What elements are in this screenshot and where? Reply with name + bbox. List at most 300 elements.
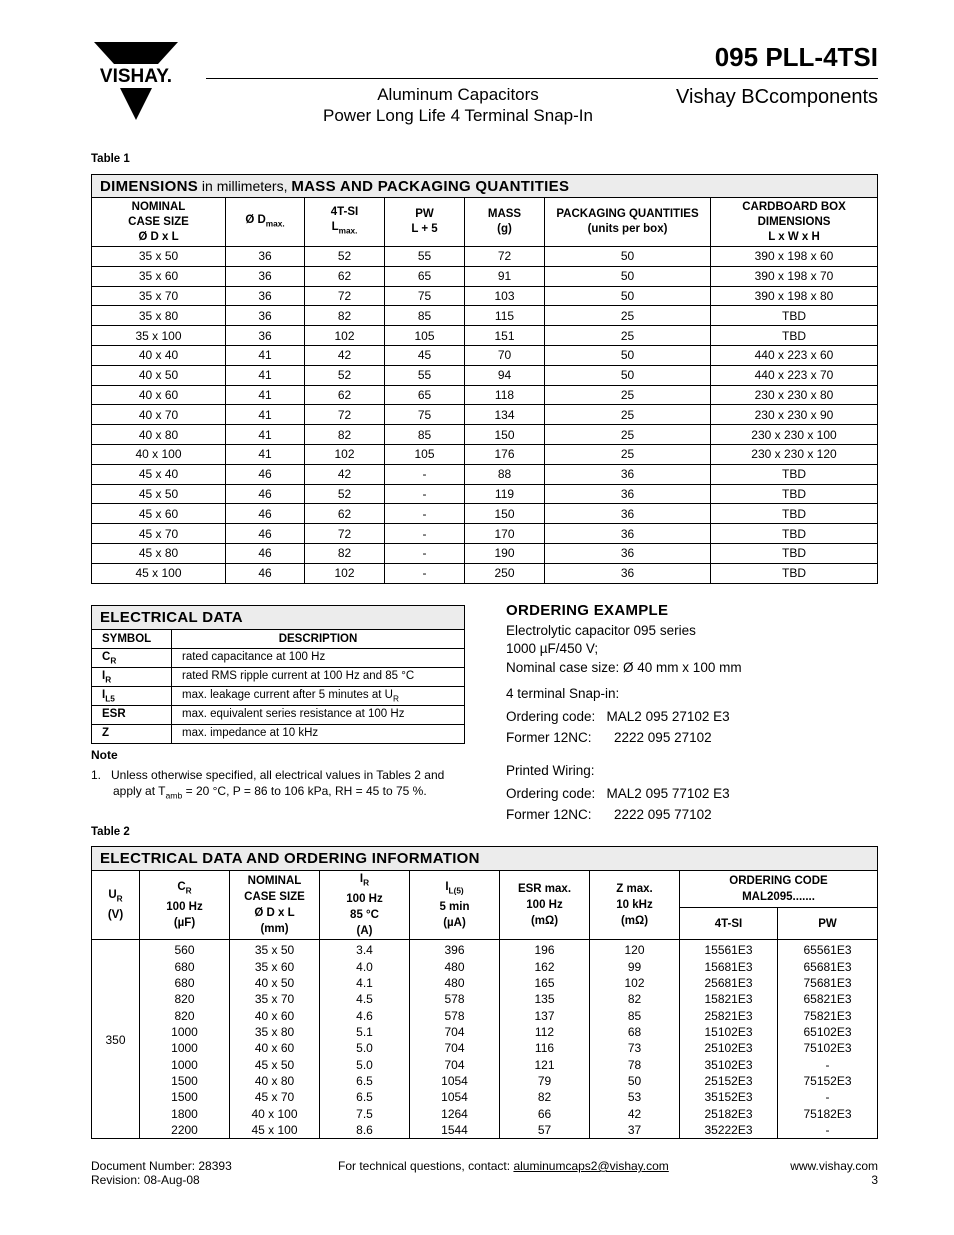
table-cell: 75152E3 bbox=[803, 1074, 852, 1089]
table-cell: 40 x 100 bbox=[92, 444, 226, 464]
table-cell: 112 bbox=[534, 1025, 555, 1040]
table-cell: 45 x 70 bbox=[92, 524, 226, 544]
table-row bbox=[92, 286, 878, 306]
table-cell: 25 bbox=[545, 385, 711, 405]
page-number: 3 bbox=[871, 1173, 878, 1187]
table-cell: 65102E3 bbox=[803, 1025, 852, 1040]
table-cell: 40 x 60 bbox=[254, 1008, 295, 1023]
table-cell: 65 bbox=[385, 266, 465, 286]
note-heading: Note bbox=[91, 748, 118, 762]
table-cell: TBD bbox=[711, 464, 878, 484]
table-cell: 121 bbox=[534, 1057, 555, 1072]
table-cell: 820 bbox=[174, 992, 195, 1007]
table-cell: 176 bbox=[465, 444, 545, 464]
ordering-line: Printed Wiring: bbox=[506, 763, 595, 778]
table-cell: 36 bbox=[545, 504, 711, 524]
table-cell: 1054 bbox=[441, 1074, 468, 1089]
table-cell: 57 bbox=[537, 1123, 552, 1138]
table-cell: 390 x 198 x 70 bbox=[711, 266, 878, 286]
table-cell: 102 bbox=[305, 326, 385, 346]
table-cell: - bbox=[385, 504, 465, 524]
table-cell: 50 bbox=[627, 1074, 642, 1089]
table-cell: 116 bbox=[534, 1041, 555, 1056]
table-cell: 41 bbox=[226, 365, 305, 385]
ordering-pw-column bbox=[778, 940, 878, 1139]
table-cell: 15102E3 bbox=[704, 1025, 753, 1040]
table-row bbox=[92, 649, 465, 668]
table-cell: 45 x 40 bbox=[92, 464, 226, 484]
brand-name: Vishay BCcomponents bbox=[676, 86, 878, 108]
table-cell: 162 bbox=[534, 959, 555, 974]
case-size-column bbox=[230, 940, 320, 1139]
table-cell: 8.6 bbox=[356, 1123, 373, 1138]
table-row bbox=[92, 725, 465, 744]
col-pw: PW bbox=[778, 907, 878, 940]
table-cell: 25 bbox=[545, 405, 711, 425]
col-packaging-quantities: PACKAGING QUANTITIES (units per box) bbox=[545, 198, 711, 247]
table-row bbox=[92, 464, 878, 484]
col-4tsi: 4T-SI bbox=[680, 907, 778, 940]
table-cell: 5.1 bbox=[356, 1025, 373, 1040]
description-cell: max. leakage current after 5 minutes at $U_R$ bbox=[172, 687, 465, 706]
table-cell: 1000 bbox=[171, 1041, 198, 1056]
footer-site bbox=[790, 1159, 878, 1187]
product-subtitle bbox=[300, 84, 616, 126]
table-cell: 75681E3 bbox=[803, 975, 852, 990]
col-box-dimensions: CARDBOARD BOX DIMENSIONS L x W x H bbox=[711, 198, 878, 247]
table-cell: 42 bbox=[627, 1106, 642, 1121]
table-cell: 35 x 50 bbox=[254, 943, 295, 958]
subtitle-line-2: Power Long Life 4 Terminal Snap-In bbox=[323, 106, 593, 125]
esr-column bbox=[500, 940, 590, 1139]
table-cell: 91 bbox=[465, 266, 545, 286]
table-cell: 36 bbox=[545, 563, 711, 583]
table-cell: 25821E3 bbox=[704, 1008, 753, 1023]
symbol-cell: $I_{L5}$ bbox=[92, 687, 172, 706]
table-cell: 35 x 50 bbox=[92, 247, 226, 267]
table-cell: 36 bbox=[226, 247, 305, 267]
table-cell: TBD bbox=[711, 306, 878, 326]
table-cell: 75182E3 bbox=[803, 1106, 852, 1121]
table-row bbox=[92, 247, 878, 267]
table-cell: TBD bbox=[711, 484, 878, 504]
table-cell: 6.5 bbox=[356, 1074, 373, 1089]
table-cell: 65821E3 bbox=[803, 992, 852, 1007]
table-cell: - bbox=[825, 1090, 830, 1105]
table-cell: 45 x 60 bbox=[92, 504, 226, 524]
ordering-line: Nominal case size: Ø 40 mm x 100 mm bbox=[506, 660, 742, 675]
table-cell: 7.5 bbox=[356, 1106, 373, 1121]
table-cell: 120 bbox=[624, 943, 645, 958]
table-cell: 1544 bbox=[441, 1123, 468, 1138]
table-cell: 103 bbox=[465, 286, 545, 306]
table-cell: 137 bbox=[534, 1008, 555, 1023]
ordering-4tsi-column bbox=[680, 940, 778, 1139]
table-cell: 72 bbox=[465, 247, 545, 267]
col-esr: ESR max. 100 Hz (mΩ) bbox=[500, 871, 590, 940]
table-cell: 704 bbox=[444, 1025, 465, 1040]
table-cell: 3.4 bbox=[356, 943, 373, 958]
electrical-ordering-table bbox=[91, 846, 878, 1139]
table-cell: 1800 bbox=[171, 1106, 198, 1121]
col-cr: $C_R$ 100 Hz (µF) bbox=[140, 871, 230, 940]
table-cell: 78 bbox=[627, 1057, 642, 1072]
table-row bbox=[92, 444, 878, 464]
table-cell: 85 bbox=[627, 1008, 642, 1023]
table-cell: 396 bbox=[444, 943, 465, 958]
table-cell: 25 bbox=[545, 326, 711, 346]
contact-email-link[interactable]: aluminumcaps2@vishay.com bbox=[513, 1159, 669, 1173]
table-cell: 62 bbox=[305, 385, 385, 405]
col-symbol: SYMBOL bbox=[92, 630, 172, 649]
table-cell: 40 x 100 bbox=[251, 1106, 298, 1121]
table-cell: 4.0 bbox=[356, 959, 373, 974]
table-cell: - bbox=[385, 563, 465, 583]
ordering-line: 1000 µF/450 V; bbox=[506, 641, 599, 656]
table-cell: 119 bbox=[465, 484, 545, 504]
col-ordering-code: ORDERING CODE MAL2095....... bbox=[680, 871, 878, 908]
col-diameter-max: Ø $D_{max.}$ bbox=[226, 198, 305, 247]
table-cell: 230 x 230 x 80 bbox=[711, 385, 878, 405]
table-cell: 99 bbox=[627, 959, 642, 974]
table-cell: 37 bbox=[627, 1123, 642, 1138]
table-cell: 1000 bbox=[171, 1025, 198, 1040]
table-row bbox=[92, 563, 878, 583]
col-nominal-case-size: NOMINAL CASE SIZE Ø D x L bbox=[92, 198, 226, 247]
table-row bbox=[92, 484, 878, 504]
table-cell: 1054 bbox=[441, 1090, 468, 1105]
table-cell: - bbox=[385, 464, 465, 484]
header-rule bbox=[206, 78, 878, 79]
table-cell: 480 bbox=[444, 975, 465, 990]
symbol-cell: $I_R$ bbox=[92, 668, 172, 687]
table-cell: 230 x 230 x 100 bbox=[711, 425, 878, 445]
table-cell: 680 bbox=[174, 959, 195, 974]
table-row bbox=[92, 266, 878, 286]
col-mass: MASS (g) bbox=[465, 198, 545, 247]
table-cell: 25 bbox=[545, 425, 711, 445]
table-cell: 94 bbox=[465, 365, 545, 385]
table-cell: 135 bbox=[534, 992, 555, 1007]
svg-text:VISHAY.: VISHAY. bbox=[99, 66, 173, 87]
website-link[interactable]: www.vishay.com bbox=[790, 1159, 878, 1173]
table-cell: 46 bbox=[226, 484, 305, 504]
table-cell: 440 x 223 x 60 bbox=[711, 345, 878, 365]
description-cell: rated RMS ripple current at 100 Hz and 85 °C bbox=[172, 668, 465, 687]
table-cell: 196 bbox=[534, 943, 555, 958]
table-cell: 150 bbox=[465, 504, 545, 524]
table-row bbox=[92, 706, 465, 725]
table-cell: 82 bbox=[305, 543, 385, 563]
table-cell: 35 x 60 bbox=[92, 266, 226, 286]
table-cell: 40 x 50 bbox=[92, 365, 226, 385]
col-description: DESCRIPTION bbox=[172, 630, 465, 649]
table-cell: 82 bbox=[305, 425, 385, 445]
dimensions-banner: DIMENSIONS in millimeters, MASS AND PACKAGING QUANTITIES bbox=[92, 175, 878, 198]
table-row bbox=[92, 385, 878, 405]
table-cell: 5.0 bbox=[356, 1057, 373, 1072]
table-cell: 75821E3 bbox=[803, 1008, 852, 1023]
z-column bbox=[590, 940, 680, 1139]
table-row bbox=[92, 425, 878, 445]
table-cell: 680 bbox=[174, 975, 195, 990]
table-cell: 36 bbox=[226, 306, 305, 326]
ordering-code-line: Ordering code: MAL2 095 77102 E3 bbox=[506, 786, 730, 801]
table-cell: 75102E3 bbox=[803, 1041, 852, 1056]
table-cell: 102 bbox=[305, 444, 385, 464]
table-cell: - bbox=[825, 1057, 830, 1072]
table-cell: 40 x 70 bbox=[92, 405, 226, 425]
table-cell: 41 bbox=[226, 345, 305, 365]
table-cell: 25 bbox=[545, 306, 711, 326]
dimensions-table bbox=[91, 174, 878, 584]
table-cell: 25681E3 bbox=[704, 975, 753, 990]
former-12nc-line: Former 12NC: 2222 095 77102 bbox=[506, 807, 712, 822]
table-cell: 190 bbox=[465, 543, 545, 563]
table-cell: 85 bbox=[385, 306, 465, 326]
table-cell: 115 bbox=[465, 306, 545, 326]
table-cell: 75 bbox=[385, 286, 465, 306]
leakage-current-column bbox=[410, 940, 500, 1139]
table-cell: 1500 bbox=[171, 1074, 198, 1089]
table-cell: 52 bbox=[305, 365, 385, 385]
table-cell: 36 bbox=[226, 286, 305, 306]
ordering-line: Electrolytic capacitor 095 series bbox=[506, 623, 696, 638]
electrical-data-body bbox=[92, 649, 465, 744]
table-cell: 35102E3 bbox=[704, 1057, 753, 1072]
revision-date: Revision: 08-Aug-08 bbox=[91, 1173, 200, 1187]
table-cell: 35 x 80 bbox=[92, 306, 226, 326]
former-12nc-line: Former 12NC: 2222 095 27102 bbox=[506, 730, 712, 745]
table-cell: 40 x 60 bbox=[254, 1041, 295, 1056]
table-cell: 72 bbox=[305, 286, 385, 306]
table-cell: 55 bbox=[385, 247, 465, 267]
table-cell: 105 bbox=[385, 326, 465, 346]
table-cell: 36 bbox=[545, 543, 711, 563]
table-row bbox=[92, 524, 878, 544]
table-cell: 41 bbox=[226, 385, 305, 405]
cr-column bbox=[140, 940, 230, 1139]
table-row bbox=[92, 504, 878, 524]
table-cell: 41 bbox=[226, 444, 305, 464]
subtitle-line-1: Aluminum Capacitors bbox=[377, 85, 539, 104]
table-cell: 820 bbox=[174, 1008, 195, 1023]
electrical-data-banner: ELECTRICAL DATA bbox=[92, 606, 465, 630]
table1-caption: Table 1 bbox=[91, 153, 130, 165]
table-cell: 25 bbox=[545, 444, 711, 464]
table-cell: 390 x 198 x 80 bbox=[711, 286, 878, 306]
table-cell: 55 bbox=[385, 365, 465, 385]
table-cell: 50 bbox=[545, 286, 711, 306]
table-cell: 2200 bbox=[171, 1123, 198, 1138]
table-cell: 45 x 50 bbox=[92, 484, 226, 504]
table-cell: 4.1 bbox=[356, 975, 373, 990]
table-cell: TBD bbox=[711, 563, 878, 583]
table-cell: 65561E3 bbox=[803, 943, 852, 958]
table-cell: 50 bbox=[545, 266, 711, 286]
description-cell: rated capacitance at 100 Hz bbox=[172, 649, 465, 668]
table-cell: 4.5 bbox=[356, 992, 373, 1007]
ur-value: 350 bbox=[92, 940, 140, 1139]
electrical-data-table bbox=[91, 605, 465, 744]
dimensions-table-body bbox=[92, 247, 878, 584]
table-row bbox=[92, 326, 878, 346]
table-cell: 45 x 50 bbox=[254, 1057, 295, 1072]
table-row bbox=[92, 405, 878, 425]
table-row bbox=[92, 668, 465, 687]
table-cell: 50 bbox=[545, 345, 711, 365]
table-cell: 45 x 100 bbox=[92, 563, 226, 583]
table-cell: - bbox=[385, 484, 465, 504]
symbol-cell: Z bbox=[92, 725, 172, 744]
table-cell: 70 bbox=[465, 345, 545, 365]
table-cell: 35 x 100 bbox=[92, 326, 226, 346]
electrical-ordering-banner: ELECTRICAL DATA AND ORDERING INFORMATION bbox=[92, 847, 878, 871]
table-cell: 82 bbox=[627, 992, 642, 1007]
table-cell: 72 bbox=[305, 524, 385, 544]
table-row bbox=[92, 365, 878, 385]
table-cell: 6.5 bbox=[356, 1090, 373, 1105]
table-cell: 704 bbox=[444, 1057, 465, 1072]
table-cell: 230 x 230 x 120 bbox=[711, 444, 878, 464]
table-cell: 65681E3 bbox=[803, 959, 852, 974]
table-cell: 50 bbox=[545, 365, 711, 385]
table-cell: 578 bbox=[444, 1008, 465, 1023]
table-cell: 1000 bbox=[171, 1057, 198, 1072]
table-cell: 15681E3 bbox=[704, 959, 753, 974]
table-cell: 250 bbox=[465, 563, 545, 583]
table-cell: 36 bbox=[226, 266, 305, 286]
table-cell: 46 bbox=[226, 524, 305, 544]
table2-caption: Table 2 bbox=[91, 826, 130, 838]
table-cell: 150 bbox=[465, 425, 545, 445]
table-cell: 45 x 70 bbox=[254, 1090, 295, 1105]
table-cell: 1500 bbox=[171, 1090, 198, 1105]
table-cell: 72 bbox=[305, 405, 385, 425]
table-cell: 170 bbox=[465, 524, 545, 544]
table-cell: 65 bbox=[385, 385, 465, 405]
table-cell: 62 bbox=[305, 266, 385, 286]
col-nominal-case-size: NOMINAL CASE SIZE Ø D x L (mm) bbox=[230, 871, 320, 940]
note-text: 1. Unless otherwise specified, all electrical values in Tables 2 and apply at $T_{amb} = 20$ °C, P = 86 to 106 kPa, RH = 45 to 75 %. bbox=[91, 768, 445, 801]
vishay-logo bbox=[86, 42, 186, 120]
table-cell: 440 x 223 x 70 bbox=[711, 365, 878, 385]
table-cell: 62 bbox=[305, 504, 385, 524]
footer-contact: For technical questions, contact: aluminumcaps2@vishay.com bbox=[338, 1159, 669, 1173]
table-cell: 35222E3 bbox=[704, 1123, 753, 1138]
col-pw-length: PW L + 5 bbox=[385, 198, 465, 247]
table-cell: 36 bbox=[545, 484, 711, 504]
table-row bbox=[92, 543, 878, 563]
table-row bbox=[92, 345, 878, 365]
table-cell: TBD bbox=[711, 524, 878, 544]
table-cell: 40 x 80 bbox=[92, 425, 226, 445]
table-cell: 36 bbox=[545, 464, 711, 484]
col-ir: $I_R$ 100 Hz 85 °C (A) bbox=[320, 871, 410, 940]
description-cell: max. impedance at 10 kHz bbox=[172, 725, 465, 744]
table-cell: 46 bbox=[226, 464, 305, 484]
table-cell: 118 bbox=[465, 385, 545, 405]
table-cell: 25102E3 bbox=[704, 1041, 753, 1056]
symbol-cell: ESR bbox=[92, 706, 172, 725]
table-cell: 5.0 bbox=[356, 1041, 373, 1056]
table-cell: 102 bbox=[305, 563, 385, 583]
table-cell: 165 bbox=[534, 975, 555, 990]
col-z: Z max. 10 kHz (mΩ) bbox=[590, 871, 680, 940]
table-cell: 46 bbox=[226, 563, 305, 583]
table-cell: 40 x 40 bbox=[92, 345, 226, 365]
table-cell: 480 bbox=[444, 959, 465, 974]
table-cell: 41 bbox=[226, 425, 305, 445]
table-cell: 42 bbox=[305, 345, 385, 365]
table-cell: 75 bbox=[385, 405, 465, 425]
table-cell: 35 x 80 bbox=[254, 1025, 295, 1040]
table-cell: TBD bbox=[711, 504, 878, 524]
table-cell: 79 bbox=[537, 1074, 552, 1089]
table-cell: - bbox=[385, 524, 465, 544]
table-cell: 45 x 80 bbox=[92, 543, 226, 563]
document-title: 095 PLL-4TSI bbox=[714, 42, 878, 72]
col-4tsi-length: 4T-SI $L_{max.}$ bbox=[305, 198, 385, 247]
document-number: Document Number: 28393 bbox=[91, 1159, 232, 1173]
table-cell: TBD bbox=[711, 326, 878, 346]
table-cell: - bbox=[385, 543, 465, 563]
description-cell: max. equivalent series resistance at 100 Hz bbox=[172, 706, 465, 725]
table-cell: 105 bbox=[385, 444, 465, 464]
table-row bbox=[92, 687, 465, 706]
table-cell: 560 bbox=[174, 943, 195, 958]
ordering-example-heading: ORDERING EXAMPLE bbox=[506, 602, 669, 619]
table-cell: 102 bbox=[624, 975, 645, 990]
table-cell: 40 x 50 bbox=[254, 975, 295, 990]
table-cell: 52 bbox=[305, 484, 385, 504]
table-cell: 230 x 230 x 90 bbox=[711, 405, 878, 425]
table-cell: 45 x 100 bbox=[251, 1123, 298, 1138]
table-cell: 25152E3 bbox=[704, 1074, 753, 1089]
table-cell: 73 bbox=[627, 1041, 642, 1056]
table-cell: 82 bbox=[305, 306, 385, 326]
table-cell: 40 x 80 bbox=[254, 1074, 295, 1089]
table-cell: 35 x 70 bbox=[254, 992, 295, 1007]
col-ur: $U_R$ (V) bbox=[92, 871, 140, 940]
table-cell: - bbox=[825, 1123, 830, 1138]
ordering-code-line: Ordering code: MAL2 095 27102 E3 bbox=[506, 709, 730, 724]
table-cell: 46 bbox=[226, 543, 305, 563]
table-cell: 390 x 198 x 60 bbox=[711, 247, 878, 267]
table-cell: 15821E3 bbox=[704, 992, 753, 1007]
footer-doc-info bbox=[91, 1159, 232, 1187]
table-cell: 15561E3 bbox=[704, 943, 753, 958]
table-cell: TBD bbox=[711, 543, 878, 563]
table-cell: 25182E3 bbox=[704, 1106, 753, 1121]
table-cell: 82 bbox=[537, 1090, 552, 1105]
symbol-cell: $C_R$ bbox=[92, 649, 172, 668]
table-cell: 4.6 bbox=[356, 1008, 373, 1023]
table-cell: 40 x 60 bbox=[92, 385, 226, 405]
table-row bbox=[92, 306, 878, 326]
table-cell: 134 bbox=[465, 405, 545, 425]
table-cell: 578 bbox=[444, 992, 465, 1007]
table-cell: 85 bbox=[385, 425, 465, 445]
table-cell: 52 bbox=[305, 247, 385, 267]
table-cell: 36 bbox=[226, 326, 305, 346]
table-cell: 35 x 70 bbox=[92, 286, 226, 306]
table-cell: 36 bbox=[545, 524, 711, 544]
table-cell: 50 bbox=[545, 247, 711, 267]
table-cell: 66 bbox=[537, 1106, 552, 1121]
table-cell: 53 bbox=[627, 1090, 642, 1105]
table-cell: 35 x 60 bbox=[254, 959, 295, 974]
